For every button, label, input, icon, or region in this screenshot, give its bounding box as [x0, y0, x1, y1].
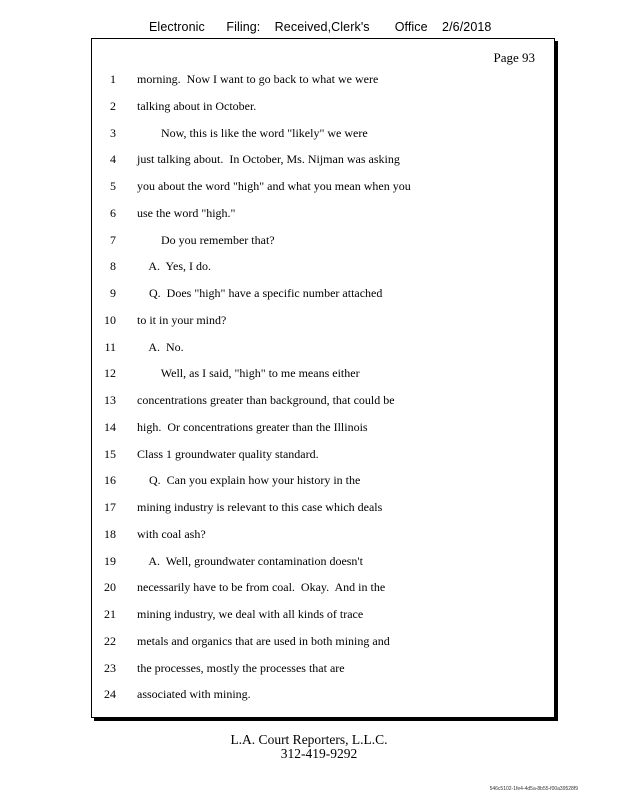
line-text: associated with mining.	[137, 687, 251, 702]
line-number: 6	[110, 205, 116, 220]
page-number: Page 93	[493, 50, 535, 65]
transcript-line	[92, 631, 554, 651]
reporter-company: L.A. Court Reporters, L.L.C.	[230, 732, 388, 747]
line-number: 18	[104, 526, 116, 541]
transcript-line	[92, 604, 554, 624]
transcript-line	[92, 363, 554, 383]
transcript-page	[91, 38, 555, 718]
filing-label-received: Received,Clerk's	[274, 20, 370, 34]
line-number: 12	[104, 366, 116, 381]
line-text: metals and organics that are used in both mining and	[137, 633, 390, 648]
line-number: 1	[110, 72, 116, 86]
line-text: necessarily have to be from coal. Okay. And in the	[137, 580, 386, 595]
line-text: Q. Can you explain how your history in the	[137, 473, 361, 488]
line-text: mining industry is relevant to this case which deals	[137, 500, 383, 514]
transcript-line	[92, 310, 554, 330]
transcript-line	[92, 470, 554, 490]
transcript-line	[92, 283, 554, 303]
line-number: 9	[110, 286, 116, 300]
line-number: 17	[104, 500, 116, 514]
line-text: Now, this is like the word "likely" we were	[137, 125, 368, 140]
transcript-line	[92, 149, 554, 169]
transcript-line	[92, 684, 554, 704]
line-text: mining industry, we deal with all kinds of trace	[137, 607, 364, 621]
line-text: use the word "high."	[137, 205, 236, 220]
transcript-line	[92, 69, 554, 89]
line-number: 8	[110, 259, 116, 274]
line-number: 20	[104, 580, 116, 595]
line-number: 15	[104, 446, 116, 461]
line-text: A. Yes, I do.	[137, 259, 212, 274]
transcript-line	[92, 497, 554, 517]
line-number: 19	[104, 553, 116, 568]
transcript-line	[92, 123, 554, 143]
transcript-line	[92, 417, 554, 437]
transcript-line	[92, 176, 554, 196]
line-number: 22	[104, 633, 116, 648]
filing-header	[149, 20, 491, 34]
line-number: 11	[104, 339, 116, 354]
transcript-line	[92, 390, 554, 410]
line-number: 21	[104, 607, 116, 621]
filing-label-electronic: Electronic	[149, 20, 205, 34]
line-text: Class 1 groundwater quality standard.	[137, 446, 319, 461]
line-text: Q. Does "high" have a specific number attached	[137, 286, 383, 300]
filing-date: 2/6/2018	[442, 20, 492, 34]
line-number: 4	[110, 152, 116, 167]
line-number: 7	[110, 232, 116, 247]
line-text: Do you remember that?	[137, 232, 275, 247]
line-text: just talking about. In October, Ms. Nijman was asking	[137, 152, 400, 167]
line-number: 5	[110, 179, 116, 193]
transcript-line	[92, 658, 554, 678]
filing-label-office: Office	[394, 20, 428, 34]
line-text: A. Well, groundwater contamination doesn't	[137, 553, 363, 568]
transcript-line	[92, 444, 554, 464]
line-text: the processes, mostly the processes that are	[137, 660, 345, 675]
line-number: 3	[110, 125, 116, 140]
line-text: you about the word "high" and what you mean when you	[137, 179, 411, 193]
transcript-line	[92, 230, 554, 250]
line-number: 24	[104, 687, 116, 702]
line-number: 10	[104, 312, 116, 327]
transcript-line	[92, 256, 554, 276]
line-text: talking about in October.	[137, 98, 257, 113]
line-number: 2	[110, 98, 116, 113]
transcript-line	[92, 551, 554, 571]
transcript-line	[92, 337, 554, 357]
line-text: Well, as I said, "high" to me means either	[137, 366, 360, 381]
line-number: 16	[104, 473, 116, 488]
transcript-line	[92, 524, 554, 544]
transcript-line	[92, 96, 554, 116]
line-text: morning. Now I want to go back to what we were	[137, 72, 379, 86]
line-text: high. Or concentrations greater than the Illinois	[137, 419, 368, 434]
line-text: with coal ash?	[137, 526, 206, 541]
reporter-phone: 312-419-9292	[280, 746, 358, 761]
line-number: 13	[104, 393, 116, 407]
transcript-line	[92, 577, 554, 597]
line-text: to it in your mind?	[137, 312, 227, 327]
line-text: concentrations greater than background, that could be	[137, 393, 395, 407]
filing-label-filing: Filing:	[226, 20, 261, 34]
line-number: 23	[104, 660, 116, 675]
line-number: 14	[104, 419, 116, 434]
line-text: A. No.	[137, 339, 184, 354]
document-id: 546c5102-1fe4-4d5a-8b55-f00a39528f9	[489, 786, 578, 792]
transcript-line	[92, 203, 554, 223]
